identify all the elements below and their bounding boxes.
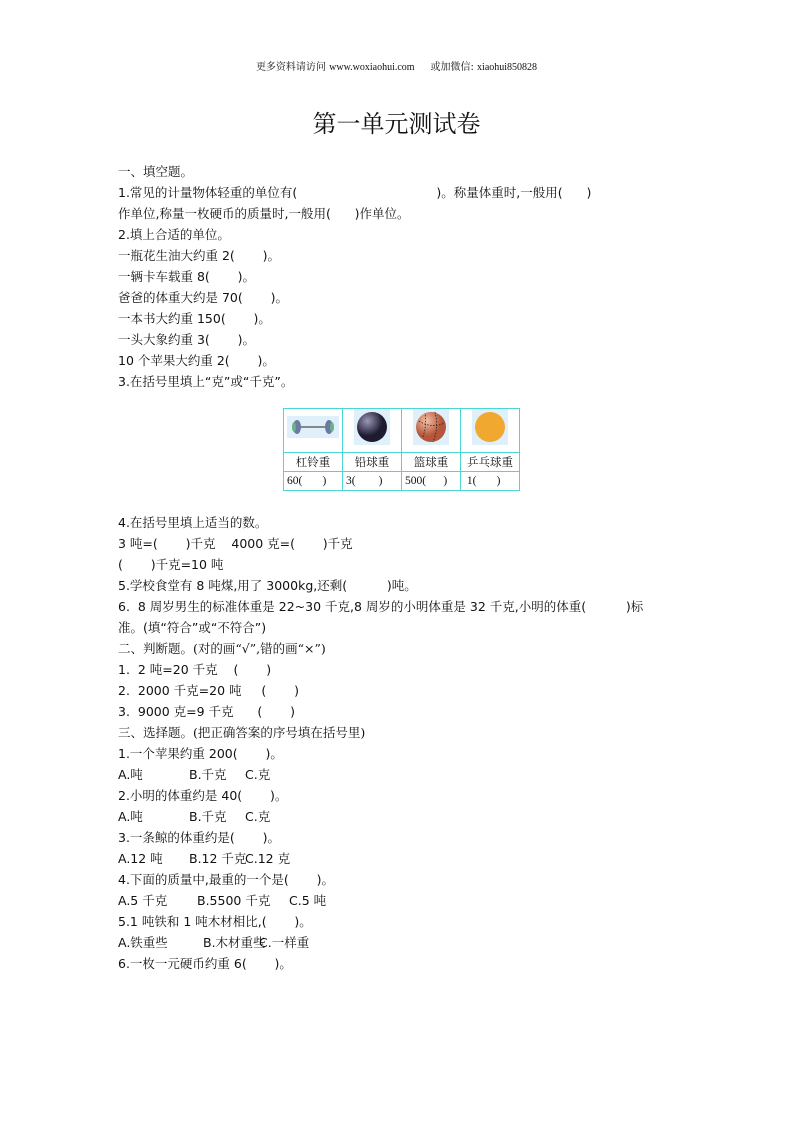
question-line: 10 个苹果大约重 2( )。	[118, 353, 275, 368]
value-shot-put[interactable]: 3( )	[343, 472, 402, 491]
question-line: 1.常见的计量物体轻重的单位有( )。称量体重时,一般用( )	[118, 185, 592, 200]
question-line: 一辆卡车载重 8( )。	[118, 269, 255, 284]
question-line: 5.学校食堂有 8 吨煤,用了 3000kg,还剩( )吨。	[118, 578, 417, 593]
shot-put-icon	[354, 409, 390, 445]
ping-pong-cell	[461, 409, 520, 453]
document-body	[118, 161, 688, 974]
value-basketball[interactable]: 500( )	[402, 472, 461, 491]
section-rest	[118, 512, 688, 743]
choice-options	[118, 806, 688, 827]
choice-question: 1.一个苹果约重 200( )。	[118, 746, 283, 761]
question-line: 一头大象约重 3( )。	[118, 332, 255, 347]
choice-options	[118, 932, 688, 953]
option-b[interactable]: B.5500 千克	[197, 893, 271, 908]
basketball-icon	[413, 409, 449, 445]
question-line: 一本书大约重 150( )。	[118, 311, 271, 326]
choice-options	[118, 764, 688, 785]
option-a[interactable]: A.吨	[118, 809, 143, 824]
header-site[interactable]: www.woxiaohui.com	[329, 62, 415, 73]
choice-question: 3.一条鲸的体重约是( )。	[118, 830, 280, 845]
section-choices	[118, 743, 688, 974]
choice-question: 2.小明的体重约是 40( )。	[118, 788, 288, 803]
question-line: 2. 2000 千克=20 吨 ( )	[118, 683, 299, 698]
question-line: 3. 9000 克=9 千克 ( )	[118, 704, 295, 719]
shot-put-cell	[343, 409, 402, 453]
basketball-cell	[402, 409, 461, 453]
choice-options	[118, 890, 688, 911]
value-barbell[interactable]: 60( )	[284, 472, 343, 491]
option-b[interactable]: B.千克	[189, 767, 227, 782]
question-line: 作单位,称量一枚硬币的质量时,一般用( )作单位。	[118, 206, 410, 221]
label-ping-pong: 乒乓球重	[461, 453, 520, 472]
barbell-cell	[284, 409, 343, 453]
option-b[interactable]: B.12 千克	[189, 851, 247, 866]
option-c[interactable]: C.一样重	[259, 935, 310, 950]
ping-pong-ball-icon	[472, 409, 508, 445]
question-line: 2.填上合适的单位。	[118, 227, 230, 242]
option-b[interactable]: B.千克	[189, 809, 227, 824]
label-shot-put: 铅球重	[343, 453, 402, 472]
question-line: 3 吨=( )千克 4000 克=( )千克	[118, 536, 353, 551]
option-a[interactable]: A.5 千克	[118, 893, 168, 908]
question-line: 1. 2 吨=20 千克 ( )	[118, 662, 272, 677]
question-line: 6. 8 周岁男生的标准体重是 22~30 千克,8 周岁的小明体重是 32 千克,小明的体重( )标	[118, 599, 644, 614]
weight-table	[283, 408, 520, 491]
page-header	[0, 58, 793, 73]
question-line: 准。(填“符合”或“不符合”)	[118, 620, 267, 635]
choice-question: 4.下面的质量中,最重的一个是( )。	[118, 872, 334, 887]
section-fill-blanks	[118, 161, 688, 392]
option-c[interactable]: C.12 克	[245, 851, 291, 866]
page-title: 第一单元测试卷	[312, 110, 481, 138]
option-a[interactable]: A.吨	[118, 767, 143, 782]
label-barbell: 杠铃重	[284, 453, 343, 472]
choice-question: 6.一枚一元硬币约重 6( )。	[118, 956, 292, 971]
option-c[interactable]: C.克	[245, 767, 271, 782]
header-wechat-label: 或加微信:	[430, 62, 474, 73]
option-c[interactable]: C.克	[245, 809, 271, 824]
question-line: 4.在括号里填上适当的数。	[118, 515, 268, 530]
option-c[interactable]: C.5 吨	[289, 893, 327, 908]
question-line: 爸爸的体重大约是 70( )。	[118, 290, 288, 305]
option-a[interactable]: A.铁重些	[118, 935, 168, 950]
choice-options	[118, 848, 688, 869]
question-line: 3.在括号里填上“克”或“千克”。	[118, 374, 294, 389]
option-a[interactable]: A.12 吨	[118, 851, 163, 866]
option-b[interactable]: B.木材重些	[203, 935, 266, 950]
question-line: 一瓶花生油大约重 2( )。	[118, 248, 280, 263]
section-heading: 一、填空题。	[118, 164, 194, 179]
section-heading: 二、判断题。(对的画“√”,错的画“×”)	[118, 641, 326, 656]
choice-question: 5.1 吨铁和 1 吨木材相比,( )。	[118, 914, 312, 929]
header-wechat: xiaohui850828	[477, 62, 538, 73]
question-line: ( )千克=10 吨	[118, 557, 224, 572]
value-ping-pong[interactable]: 1( )	[461, 472, 520, 491]
header-prefix: 更多资料请访问	[255, 62, 326, 73]
barbell-icon	[287, 416, 339, 438]
label-basketball: 篮球重	[402, 453, 461, 472]
section-heading: 三、选择题。(把正确答案的序号填在括号里)	[118, 725, 366, 740]
